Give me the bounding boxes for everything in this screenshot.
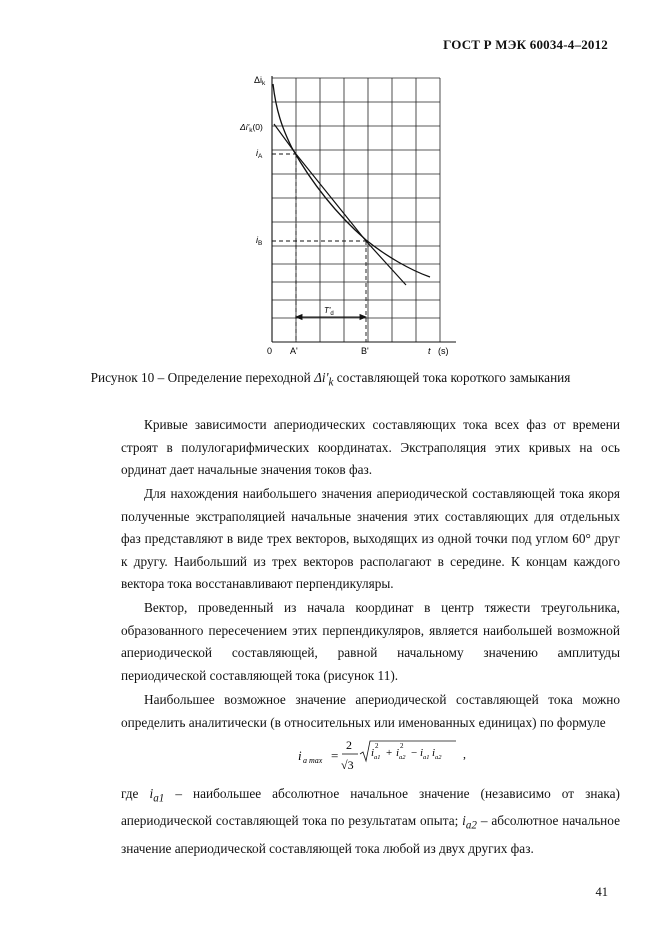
x-label-origin: 0 [267, 346, 273, 356]
standard-header: ГОСТ Р МЭК 60034-4–2012 [443, 37, 608, 52]
svg-text:i: i [396, 747, 400, 759]
svg-text:a1: a1 [374, 754, 381, 761]
svg-text:i: i [420, 747, 424, 759]
y-label-delta-ik0: $\Delta i'_k(0)$ [240, 122, 263, 134]
interval-label: $T'_d$ [324, 306, 334, 317]
grid [272, 78, 440, 342]
formula-denominator: √3 [341, 758, 354, 772]
formula-lhs: i [298, 748, 302, 763]
paragraph-1: Кривые зависимости апериодических составляющих тока всех фаз от времени строят в полулогарифмических координатах. Экстраполяция этих кривых на ось ординат дает начальные значения токов фаз. [121, 417, 620, 478]
formula-radicand [371, 742, 442, 761]
svg-text:2: 2 [400, 742, 404, 750]
formula-graphic [298, 735, 498, 779]
svg-text:i: i [371, 747, 375, 759]
formula [298, 735, 498, 779]
figure-graph [230, 70, 470, 360]
formula-lhs-sub: a max [303, 756, 323, 765]
paragraph-2: Для нахождения наибольшего значения апериодической составляющей тока якоря полученные экстраполяцией начальные значения этих составляющих для отдельных фаз представляют в виде трех векторов, выходящих из одной точки под углом 60° друг к другу. Наибольший из трех векторов располагают в середине. К концам каждого вектора тока восстанавливают перпендикуляры. [121, 486, 620, 592]
formula-numerator: 2 [346, 738, 352, 752]
formula-trail: , [463, 747, 466, 761]
current-curve [273, 84, 430, 277]
paragraph-4: Наибольшее возможное значение апериодической составляющей тока можно определить аналитически (в относительных или именованных единицах) по формуле [121, 692, 620, 730]
x-label-unit: (s) [438, 346, 449, 356]
x-label-t: t [428, 346, 431, 356]
svg-text:+: + [386, 747, 393, 759]
page-number: 41 [595, 885, 608, 899]
x-label-a: A' [290, 346, 298, 356]
y-label-delta-ik: $\Delta i_k$ [254, 75, 266, 87]
formula-eq: = [331, 748, 339, 763]
figure-caption: Рисунок 10 – Определение переходной $\Delta i'_k$ составляющей тока короткого замыкания [90, 370, 571, 389]
svg-text:a1: a1 [423, 754, 430, 761]
paragraph-3: Вектор, проведенный из начала координат в центр тяжести треугольника, образованного пересечением этих перпендикуляров, является наибольшей возможной апериодической составляющей, равной начальному значению амплитуды периодической составляющей тока (рисунок 11). [121, 600, 620, 683]
svg-text:2: 2 [375, 742, 379, 750]
extrapolation-line [274, 124, 406, 285]
svg-text:i: i [432, 747, 436, 759]
svg-text:a2: a2 [435, 754, 442, 761]
y-label-ia: $i_A$ [256, 148, 263, 160]
x-label-b: B' [361, 346, 369, 356]
transient-current-figure [230, 70, 470, 360]
svg-text:a2: a2 [399, 754, 406, 761]
y-label-ib: $i_B$ [256, 235, 263, 247]
paragraph-5: где $i_{a1}$ – наибольшее абсолютное начальное значение (независимо от знака) апериодической составляющей тока по результатам опыта; $i_{a2}$ – абсолютное начальное значение апериодической составляющей тока любой из двух других фаз. [121, 786, 620, 856]
svg-text:−: − [411, 747, 418, 759]
